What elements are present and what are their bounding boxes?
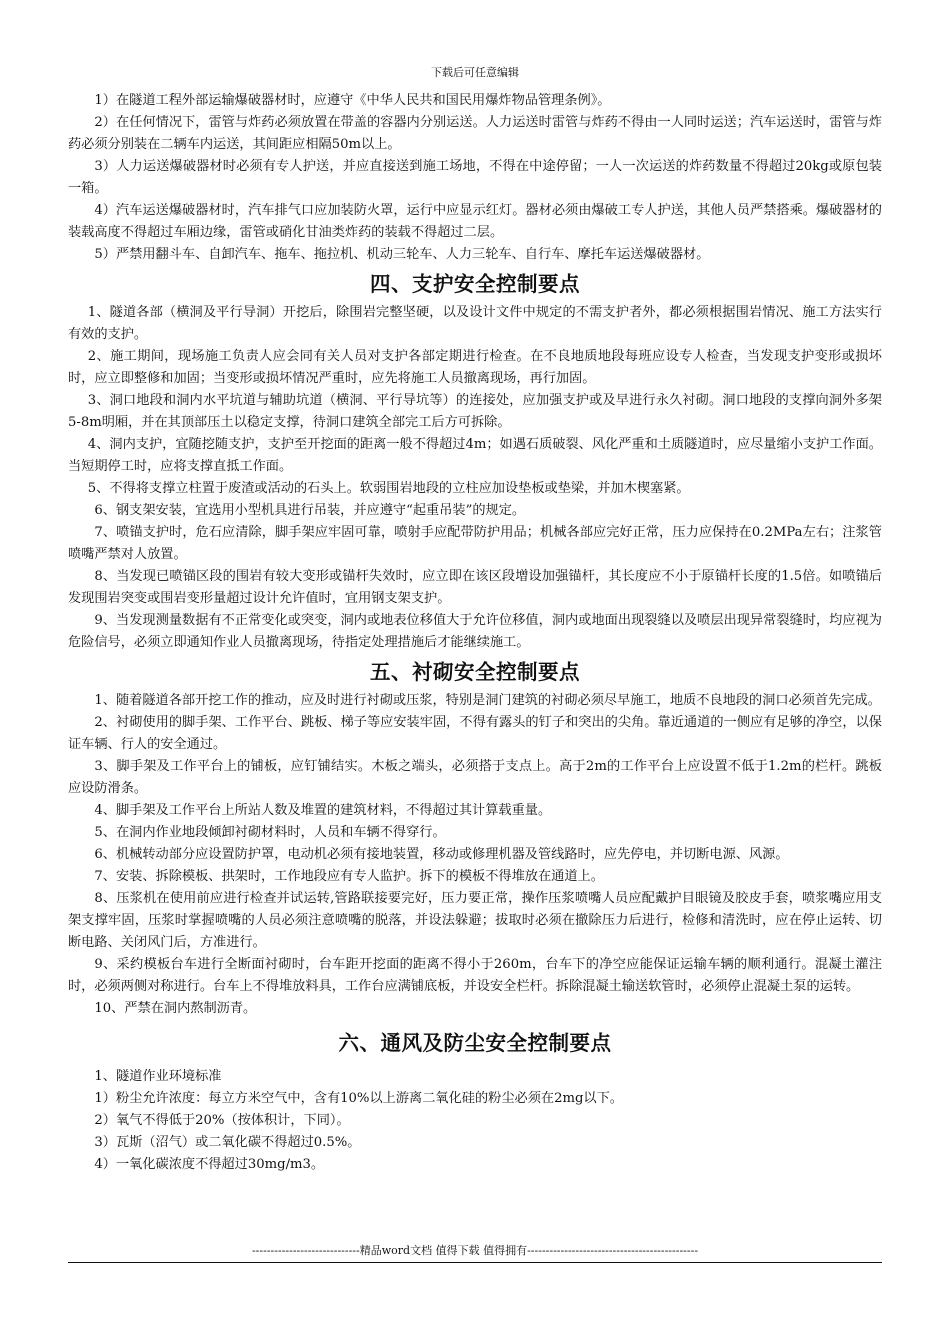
paragraph: 1、隧道各部（横洞及平行导洞）开挖后，除围岩完整坚硬，以及设计文件中规定的不需支护者外，都必须根据围岩情况、施工方法实行有效的支护。 [68, 305, 882, 342]
paragraph: 6、机械转动部分应设置防护罩，电动机必须有接地装置，移动或修理机器及管线路时，应先停电，并切断电源、风源。 [94, 847, 789, 862]
paragraph: 1、隧道作业环境标准 [94, 1069, 222, 1084]
paragraph: 4、脚手架及工作平台上所站人数及堆置的建筑材料，不得超过其计算载重量。 [94, 803, 552, 818]
footer-divider [68, 1262, 882, 1263]
paragraph: 2、衬砌使用的脚手架、工作平台、跳板、梯子等应安装牢固，不得有露头的钉子和突出的尖角。靠近通道的一侧应有足够的净空，以保证车辆、行人的安全通过。 [68, 715, 882, 752]
paragraph: 3）瓦斯（沼气）或二氧化碳不得超过0.5%。 [94, 1135, 361, 1150]
paragraph: 8、压浆机在使用前应进行检查并试运转,管路联接要完好，压力要正常，操作压浆喷嘴人员应配戴护目眼镜及胶皮手套，喷浆嘴应用支架支撑牢固，压浆时掌握喷嘴的人员必须注意喷嘴的脱落，并设法躲避；拔取时必须在撤除压力后进行，检修和清洗时，应在停止运转、切断电路、关闭风门后，方准进行。 [68, 891, 882, 950]
paragraph: 10、严禁在洞内熬制沥青。 [94, 1001, 257, 1016]
paragraph: 4、洞内支护，宜随挖随支护，支护至开挖面的距离一般不得超过4m；如遇石质破裂、风化严重和土质隧道时，应尽量缩小支护工作面。当短期停工时，应将支撑直抵工作面。 [68, 437, 882, 474]
paragraph: 2）在任何情况下，雷管与炸药必须放置在带盖的容器内分别运送。人力运送时雷管与炸药不得由一人同时运送；汽车运送时，雷管与炸药必须分别装在二辆车内运送，其间距应相隔50m以上。 [68, 115, 882, 152]
paragraph: 2）氧气不得低于20%（按体积计，下同）。 [94, 1113, 350, 1128]
paragraph: 4）汽车运送爆破器材时，汽车排气口应加装防火罩，运行中应显示红灯。器材必须由爆破工专人护送，其他人员严禁搭乘。爆破器材的装载高度不得超过车厢边缘，雷管或硝化甘油类炸药的装载不得超过二层。 [68, 203, 882, 240]
paragraph: 1）粉尘允许浓度：每立方米空气中，含有10%以上游离二氧化硅的粉尘必须在2mg以下。 [94, 1091, 623, 1106]
section-heading-support: 四、支护安全控制要点 [370, 272, 580, 296]
document-body [68, 90, 882, 1176]
paragraph: 2、施工期间，现场施工负责人应会同有关人员对支护各部定期进行检查。在不良地质地段每班应设专人检查，当发现支护变形或损坏时，应立即整修和加固；当变形或损坏情况严重时，应先将施工人员撤离现场，再行加固。 [68, 349, 882, 386]
paragraph: 8、当发现已喷锚区段的围岩有较大变形或锚杆失效时，应立即在该区段增设加强锚杆，其长度应不小于原锚杆长度的1.5倍。如喷锚后发现围岩突变或围岩变形量超过设计允许值时，宜用钢支架支护。 [68, 569, 882, 606]
paragraph: 7、安装、拆除模板、拱架时，工作地段应有专人监护。拆下的模板不得堆放在通道上。 [94, 869, 604, 884]
paragraph: 1）在隧道工程外部运输爆破器材时，应遵守《中华人民共和国民用爆炸物品管理条例》。 [94, 93, 611, 108]
paragraph: 6、钢支架安装，宜选用小型机具进行吊装，并应遵守“起重吊装”的规定。 [94, 503, 526, 518]
paragraph: 9、当发现测量数据有不正常变化或突变，洞内或地表位移值大于允许位移值，洞内或地面出现裂缝以及喷层出现异常裂缝时，均应视为危险信号，必须立即通知作业人员撤离现场，待指定处理措施后才能继续施工。 [68, 613, 882, 650]
paragraph: 7、喷锚支护时，危石应清除，脚手架应牢固可靠，喷射手应配带防护用品；机械各部应完好正常，压力应保持在0.2MPa左右；注浆管喷嘴严禁对人放置。 [68, 525, 882, 562]
paragraph: 3、洞口地段和洞内水平坑道与辅助坑道（横洞、平行导坑等）的连接处，应加强支护或及早进行永久衬砌。洞口地段的支撑向洞外多架5-8m明厢，并在其顶部压土以稳定支撑，待洞口建筑全部完工后方可拆除。 [68, 393, 882, 430]
paragraph: 5、在洞内作业地段倾卸衬砌材料时，人员和车辆不得穿行。 [94, 825, 446, 840]
paragraph: 3、脚手架及工作平台上的铺板，应钉铺结实。木板之端头，必须搭于支点上。高于2m的工作平台上应设置不低于1.2m的栏杆。跳板应设防滑条。 [68, 759, 882, 796]
page-header-note: 下载后可任意编辑 [431, 66, 519, 79]
paragraph: 5）严禁用翻斗车、自卸汽车、拖车、拖拉机、机动三轮车、人力三轮车、自行车、摩托车运送爆破器材。 [94, 247, 710, 262]
paragraph: 5、不得将支撑立柱置于废渣或活动的石头上。软弱围岩地段的立柱应加设垫板或垫梁，并加木楔塞紧。 [87, 481, 690, 496]
paragraph: 3）人力运送爆破器材时必须有专人护送，并应直接送到施工场地，不得在中途停留；一人一次运送的炸药数量不得超过20kg或原包装一箱。 [68, 159, 882, 196]
paragraph: 9、采约模板台车进行全断面衬砌时，台车距开挖面的距离不得小于260m，台车下的净空应能保证运输车辆的顺利通行。混凝土灌注时，必须两侧对称进行。台车上不得堆放料具，工作台应满铺底板，并设安全栏杆。拆除混凝土输送软管时，必须停止混凝土泵的运转。 [68, 957, 882, 994]
section-heading-ventilation: 六、通风及防尘安全控制要点 [338, 1031, 612, 1055]
paragraph: 4）一氧化碳浓度不得超过30mg/m3。 [94, 1157, 325, 1172]
section-heading-lining: 五、衬砌安全控制要点 [370, 660, 580, 684]
paragraph: 1、随着隧道各部开挖工作的推动，应及时进行衬砌或压浆，特别是洞门建筑的衬砌必须尽早施工，地质不良地段的洞口必须首先完成。 [94, 693, 881, 708]
page-footer-text: -----------------------------精品word文档 值得下载 值得拥有---------------------------------------------- [251, 1244, 699, 1257]
